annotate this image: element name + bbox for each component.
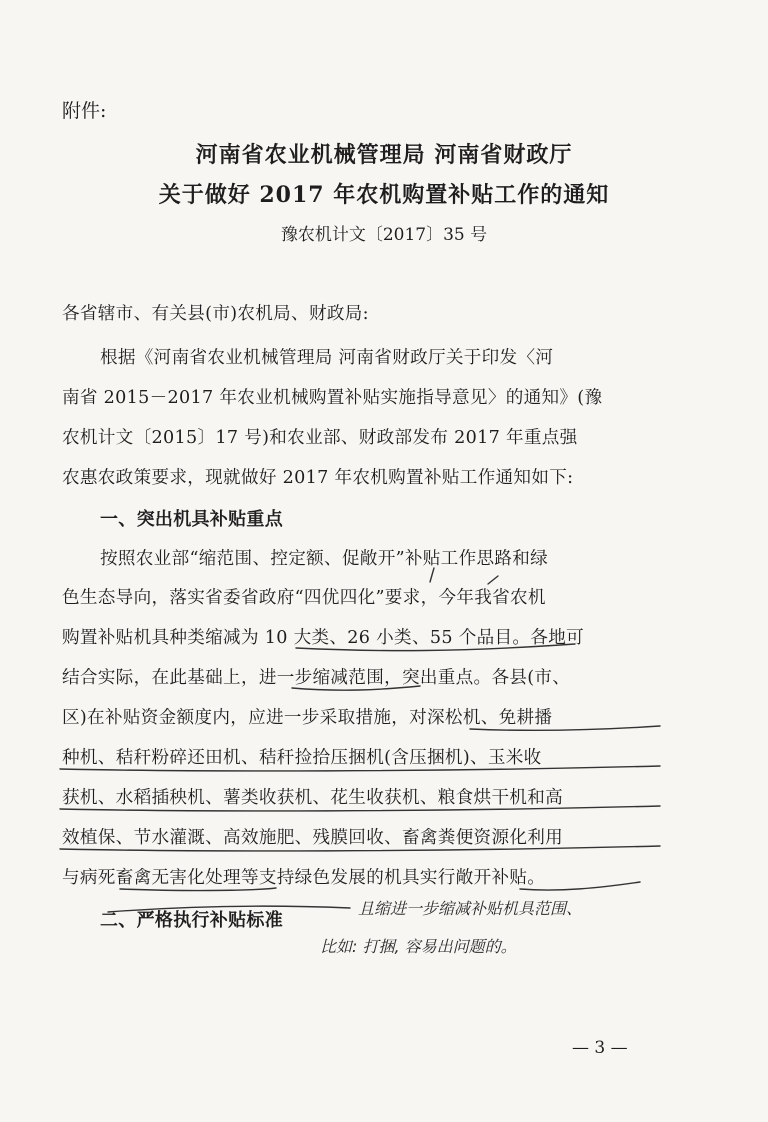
para2-line-3: 购置补贴机具种类缩减为 10 大类、26 小类、55 个品目。各地可 [62,628,584,648]
tick-mark [488,576,498,584]
title-line-2: 关于做好 2017 年农机购置补贴工作的通知 [158,182,610,208]
para2-line-1: 按照农业部“缩范围、控定额、促敞开”补贴工作思路和绿 [100,549,549,569]
para2-line-9: 与病死畜禽无害化处理等支持绿色发展的机具实行敞开补贴。 [62,868,546,888]
para1-line-4: 农惠农政策要求，现就做好 2017 年农机购置补贴工作通知如下: [62,468,574,488]
para1-line-3: 农机计文〔2015〕17 号)和农业部、财政部发布 2017 年重点强 [62,428,578,448]
para1-line-2: 南省 2015－2017 年农业机械购置补贴实施指导意见〉的通知》(豫 [62,388,603,408]
tick-mark [430,568,434,582]
para2-line-6: 种机、秸秆粉碎还田机、秸秆捡拾压捆机(含压捆机)、玉米收 [62,748,542,768]
attachment-label: 附件: [62,100,107,122]
para2-line-8: 效植保、节水灌溉、高效施肥、残膜回收、畜禽粪便资源化利用 [62,828,564,848]
para1-line-1: 根据《河南省农业机械管理局 河南省财政厅关于印发〈河 [100,348,554,368]
handwritten-note-1: 且缩进一步缩减补贴机具范围、 [358,899,583,918]
handwritten-note-2: 比如: 打捆, 容易出问题的。 [320,937,517,956]
document-number: 豫农机计文〔2017〕35 号 [280,225,488,245]
para2-line-5: 区)在补贴资金额度内，应进一步采取措施，对深松机、免耕播 [62,708,553,728]
bleed-through-text [400,98,414,118]
salutation: 各省辖市、有关县(市)农机局、财政局: [62,304,369,324]
section-2-heading: 二、严格执行补贴标准 [100,910,283,931]
section-1-heading: 一、突出机具补贴重点 [100,509,283,530]
para2-line-4: 结合实际，在此基础上，进一步缩减范围，突出重点。各县(市、 [62,668,571,688]
page-number: — 3 — [572,1038,628,1058]
title-line-1: 河南省农业机械管理局 河南省财政厅 [195,142,573,168]
para2-line-2: 色生态导向，落实省委省政府“四优四化”要求，今年我省农机 [62,588,546,608]
para2-line-7: 获机、水稻插秧机、薯类收获机、花生收获机、粮食烘干机和高 [62,788,564,808]
